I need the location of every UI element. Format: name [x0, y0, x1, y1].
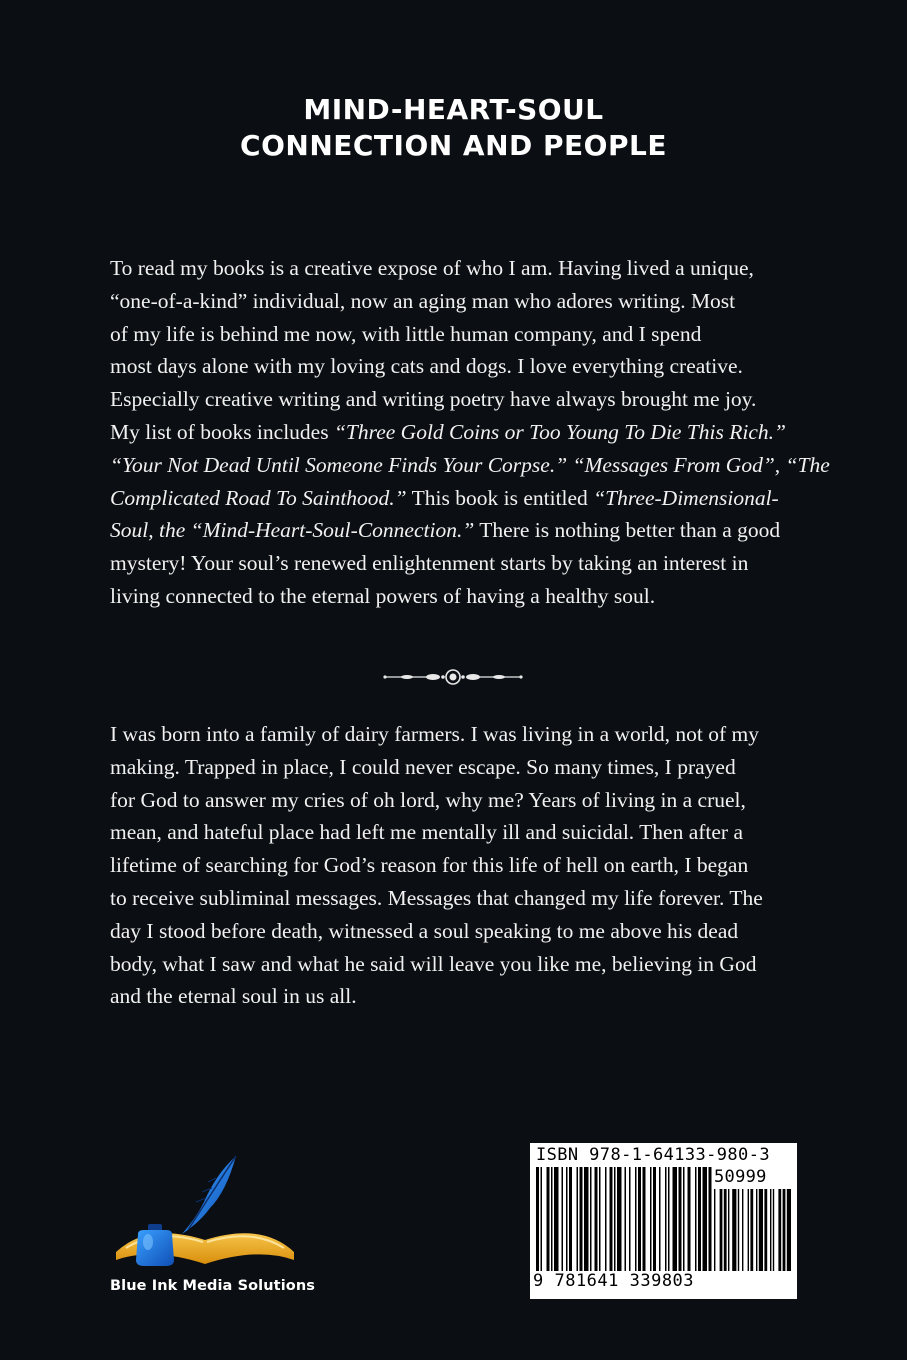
book-title-italic: “Three Gold Coins or Too Young To Die This Rich.”	[333, 419, 786, 444]
flourish-divider-icon	[383, 668, 523, 686]
publisher-name: Blue Ink Media Solutions	[110, 1278, 315, 1294]
barcode-bar	[703, 1167, 708, 1271]
text-line: for God to answer my cries of oh lord, why me? Years of living in a cruel,	[110, 787, 746, 812]
text-line: to receive subliminal messages. Messages that changed my life forever. The	[110, 885, 763, 910]
barcode-bar	[614, 1167, 616, 1271]
text-segment: My list of books includes	[110, 419, 334, 444]
barcode-bar	[595, 1167, 598, 1271]
barcode-bar	[732, 1189, 736, 1271]
barcode-bar	[580, 1167, 583, 1271]
barcode-bar	[764, 1189, 767, 1271]
book-title-italic: Soul, the “Mind-Heart-Soul-Connection.”	[110, 518, 475, 543]
barcode-bar	[665, 1167, 667, 1271]
book-title-italic: Complicated Road To Sainthood.”	[110, 485, 407, 510]
barcode-bar	[770, 1189, 771, 1271]
barcode-bar	[698, 1167, 701, 1271]
text-segment: There is nothing better than a good	[474, 518, 781, 543]
barcode-bar	[683, 1167, 685, 1271]
quill-inkwell-open-book-icon	[108, 1152, 303, 1274]
description-paragraph-2	[110, 718, 800, 1013]
barcode-bar	[643, 1167, 646, 1271]
barcode-bar	[742, 1189, 743, 1271]
barcode-bar	[569, 1167, 572, 1271]
barcode-bar	[787, 1189, 791, 1271]
barcode-bar	[679, 1167, 682, 1271]
barcode-bar	[756, 1189, 757, 1271]
isbn-barcode	[530, 1143, 797, 1299]
text-line	[110, 416, 800, 449]
barcode-bar	[638, 1167, 641, 1271]
barcode-bar	[650, 1167, 652, 1271]
barcode-bar	[536, 1167, 539, 1271]
text-line: mystery! Your soul’s renewed enlightenment starts by taking an interest in	[110, 551, 749, 576]
barcode-bar	[714, 1189, 715, 1271]
text-line: body, what I saw and what he said will leave you like me, believing in God	[110, 951, 757, 976]
barcode-bar	[688, 1167, 691, 1271]
text-line: To read my books is a creative expose of who I am. Having lived a unique,	[110, 256, 754, 280]
barcode-bar	[668, 1167, 670, 1271]
isbn-label: ISBN 978-1-64133-980-3	[536, 1145, 770, 1165]
barcode-bar	[599, 1167, 601, 1271]
text-line: mean, and hateful place had left me mentally ill and suicidal. Then after a	[110, 820, 744, 845]
text-line: day I stood before death, witnessed a soul speaking to me above his dead	[110, 918, 739, 943]
text-line: living connected to the eternal powers of having a healthy soul.	[110, 583, 656, 608]
barcode-bar	[605, 1167, 607, 1271]
text-line	[110, 482, 800, 515]
barcode-bar	[653, 1167, 656, 1271]
barcode-bar	[541, 1167, 543, 1271]
text-line: and the eternal soul in us all.	[110, 984, 357, 1009]
barcode-bar	[659, 1167, 661, 1271]
barcode-bar	[748, 1189, 749, 1271]
barcode-bar	[724, 1189, 727, 1271]
barcode-bar	[738, 1189, 739, 1271]
text-segment: This book is entitled	[406, 485, 594, 510]
barcode-bar	[617, 1167, 622, 1271]
price-code: 50999	[714, 1167, 767, 1187]
book-title-italic: “Three-Dimensional-	[593, 485, 779, 510]
ean-digits: 9 781641 339803	[533, 1271, 695, 1291]
text-line: “one-of-a-kind” individual, now an aging man who adores writing. Most	[110, 288, 736, 313]
barcode-bar	[584, 1167, 589, 1271]
barcode-bar	[695, 1167, 697, 1271]
text-line	[110, 449, 830, 482]
barcode-bar	[577, 1167, 579, 1271]
barcode-bar	[673, 1167, 678, 1271]
barcode-bar	[783, 1189, 786, 1271]
barcode-bar	[709, 1167, 712, 1271]
text-line: most days alone with my loving cats and dogs. I love everything creative.	[110, 354, 743, 379]
title-line-2: CONNECTION AND PEOPLE	[240, 129, 667, 162]
text-line: Especially creative writing and writing poetry have always brought me joy.	[110, 387, 757, 412]
barcode-bar	[625, 1167, 627, 1271]
barcode-bar	[590, 1167, 592, 1271]
text-line: lifetime of searching for God’s reason for this life of hell on earth, I began	[110, 853, 749, 878]
book-title-italic: “Your Not Dead Until Someone Finds Your Corpse.” “Messages From God”, “The	[110, 452, 830, 477]
barcode-bar	[566, 1167, 568, 1271]
barcode-bar	[551, 1167, 553, 1271]
barcode-bar	[720, 1189, 723, 1271]
text-line	[110, 514, 800, 547]
barcode-bar	[562, 1167, 564, 1271]
barcode-bar	[610, 1167, 613, 1271]
barcode-bar	[547, 1167, 550, 1271]
barcode-bar	[778, 1189, 781, 1271]
text-line: I was born into a family of dairy farmers. I was living in a world, not of my	[110, 722, 760, 746]
description-paragraph-1	[110, 252, 830, 613]
barcode-bar	[635, 1167, 637, 1271]
barcode-bar	[728, 1189, 729, 1271]
text-line: making. Trapped in place, I could never escape. So many times, I prayed	[110, 754, 736, 779]
title-line-1: MIND-HEART-SOUL	[303, 93, 604, 126]
barcode-bar	[629, 1167, 631, 1271]
barcode-bar	[773, 1189, 774, 1271]
barcode-bar	[750, 1189, 753, 1271]
barcode-bar	[554, 1167, 559, 1271]
book-title	[0, 92, 907, 164]
text-line: of my life is behind me now, with little human company, and I spend	[110, 321, 702, 346]
barcode-bar	[759, 1189, 763, 1271]
